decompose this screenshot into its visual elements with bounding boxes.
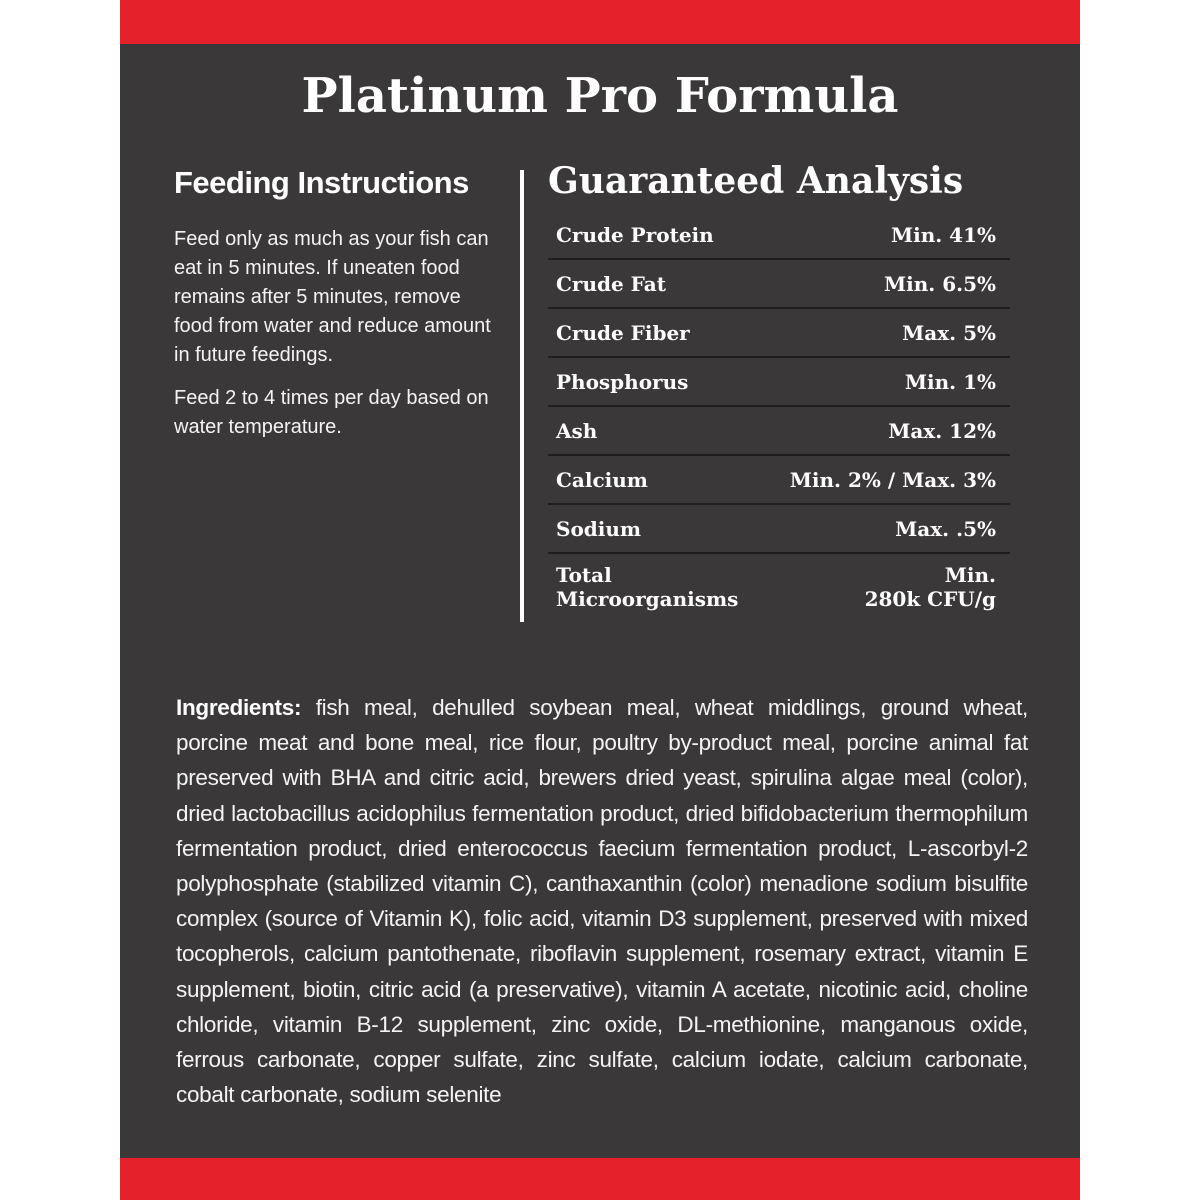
ingredients-list: fish meal, dehulled soybean meal, wheat middlings, ground wheat, porcine meat and bone meal, rice flour, poultry by-product meal, porcine animal fat preserved with BHA and citric acid, brewers dried yeast, spirulina algae meal (color), dried lactobacillus acidophilus fermentation product, dried bifidobacterium thermophilum fermentation product, dried enterococcus faecium fermentation product, L-ascorbyl-2 polyphosphate (stabilized vitamin C), canthaxanthin (color) menadione sodium bisulfite complex (source of Vitamin K), folic acid, vitamin D3 supplement, preserved with mixed tocopherols, calcium pantothenate, riboflavin supplement, rosemary extract, vitamin E supplement, biotin, citric acid (a preservative), vitamin A acetate, nicotinic acid, choline chloride, vitamin B-12 supplement, zinc oxide, DL-methionine, manganous oxide, ferrous carbonate, copper sulfate, zinc sulfate, calcium iodate, calcium carbonate, cobalt carbonate, sodium selenite: [176, 695, 1028, 1108]
analysis-value-line: 280k CFU/g: [864, 587, 996, 612]
analysis-name: Sodium: [556, 516, 642, 541]
analysis-name: Calcium: [556, 467, 648, 492]
analysis-value: Max. .5%: [895, 516, 996, 541]
feeding-paragraph: Feed only as much as your fish can eat in 5 minutes. If uneaten food remains after 5 minutes, remove food from water and reduce amount in future feedings.: [174, 227, 491, 366]
analysis-name-line: Microorganisms: [556, 587, 739, 612]
guaranteed-analysis-section: [548, 160, 1010, 620]
feeding-paragraph: Feed 2 to 4 times per day based on water temperature.: [174, 386, 489, 438]
analysis-value: Max. 5%: [902, 320, 996, 345]
analysis-name: Crude Fat: [556, 271, 666, 296]
analysis-value: [865, 563, 996, 611]
label-panel: [120, 0, 1080, 1200]
column-divider: [520, 170, 524, 622]
analysis-value: Min. 41%: [890, 222, 996, 247]
analysis-value: Max. 12%: [888, 418, 996, 443]
ingredients-label: Ingredients:: [176, 695, 302, 720]
ingredients-text: [176, 690, 1028, 1112]
analysis-value: Min. 6.5%: [883, 271, 996, 296]
analysis-name: Ash: [556, 418, 598, 443]
analysis-value-line: Min.: [944, 563, 996, 588]
analysis-name: Phosphorus: [556, 369, 689, 394]
analysis-heading: Guaranteed Analysis: [548, 160, 964, 202]
bottom-red-band: [120, 1158, 1080, 1200]
analysis-name-line: Total: [556, 563, 612, 588]
feeding-heading: Feeding Instructions: [174, 165, 469, 200]
analysis-name: Crude Protein: [556, 222, 714, 247]
analysis-row-phosphorus: [548, 358, 1010, 407]
analysis-row-crude-fat: [548, 260, 1010, 309]
top-red-band: [120, 0, 1080, 44]
analysis-row-sodium: [548, 505, 1010, 554]
feeding-instructions-section: [174, 165, 504, 456]
analysis-row-crude-fiber: [548, 309, 1010, 358]
analysis-row-calcium: [548, 456, 1010, 505]
analysis-row-ash: [548, 407, 1010, 456]
analysis-row-total-microorganisms: [548, 554, 1010, 620]
analysis-name: Crude Fiber: [556, 320, 690, 345]
analysis-value: Min. 1%: [904, 369, 996, 394]
analysis-value: Min. 2% / Max. 3%: [789, 467, 996, 492]
page-title: Platinum Pro Formula: [301, 68, 899, 124]
analysis-row-crude-protein: [548, 211, 1010, 260]
analysis-name: [556, 563, 738, 611]
